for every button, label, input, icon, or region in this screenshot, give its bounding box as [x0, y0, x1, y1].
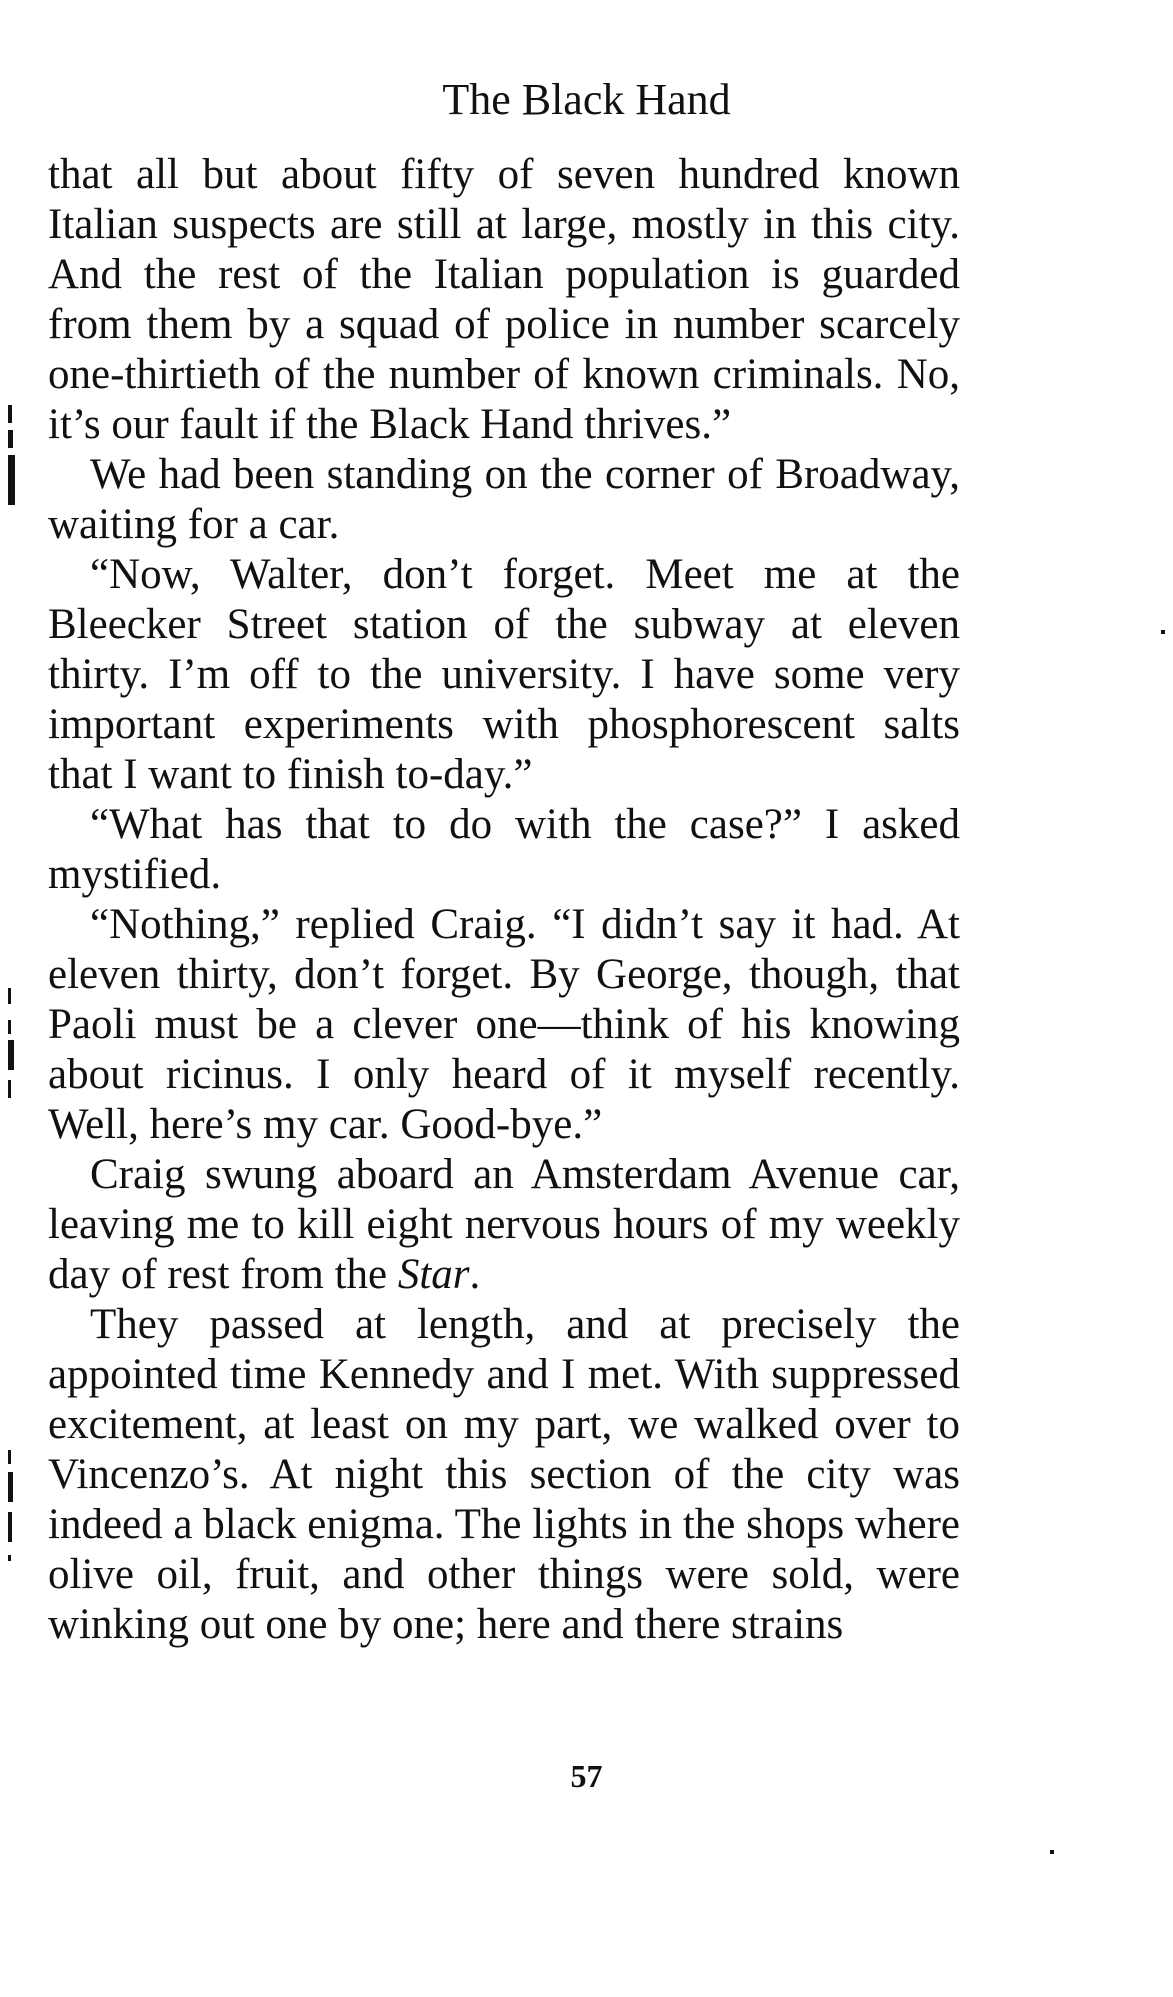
paragraph [48, 1150, 960, 1300]
scan-mark [8, 1040, 14, 1070]
scan-mark [1050, 1850, 1054, 1854]
scan-mark [8, 405, 12, 423]
scan-mark [8, 1472, 13, 1502]
scan-mark [8, 430, 13, 448]
newspaper-title: Star [397, 1251, 470, 1298]
scan-mark [8, 455, 15, 505]
paragraph: We had been standing on the corner of Broadway, waiting for a car. [48, 451, 960, 548]
scan-mark [1161, 630, 1165, 634]
paragraph-text: Craig swung aboard an Amsterdam Avenue car, leaving me to kill eight nervous hours of my weekly day of rest from the [48, 1151, 960, 1298]
paragraph: “Now, Walter, don’t forget. Meet me at the Bleecker Street station of the subway at eleven thirty. I’m off to the university. I have some very important experiments with phosphorescent salts that I want to finish to-day.” [48, 551, 960, 798]
scan-mark [8, 1020, 11, 1034]
paragraph: “Nothing,” replied Craig. “I didn’t say it had. At eleven thirty, don’t forget. By George, though, that Paoli must be a clever one—think of his knowing about ricinus. I only heard of it myself recently. Well, here’s my car. Good-bye.” [48, 901, 960, 1148]
scan-mark [8, 988, 11, 1004]
running-header: The Black Hand [442, 75, 731, 124]
scan-mark [8, 1555, 11, 1561]
page-number: 57 [570, 1758, 603, 1794]
paragraph: “What has that to do with the case?” I asked mystified. [48, 801, 960, 898]
scan-mark [8, 1450, 11, 1464]
paragraph: They passed at length, and at precisely the appointed time Kennedy and I met. With suppressed excitement, at least on my part, we walked over to Vincenzo’s. At night this section of the city was indeed a black enigma. The lights in the shops where olive oil, fruit, and other things were sold, were winking out one by one; here and there strains [48, 1301, 960, 1648]
paragraph: that all but about fifty of seven hundred known Italian suspects are still at large, mostly in this city. And the rest of the Italian population is guarded from them by a squad of police in number scarcely one-thirtieth of the number of known criminals. No, it’s our fault if the Black Hand thrives.” [48, 151, 960, 448]
scan-mark [8, 1512, 12, 1542]
paragraph-text: . [469, 1251, 481, 1298]
page-body-text [48, 150, 960, 1650]
scan-mark [8, 1080, 11, 1098]
